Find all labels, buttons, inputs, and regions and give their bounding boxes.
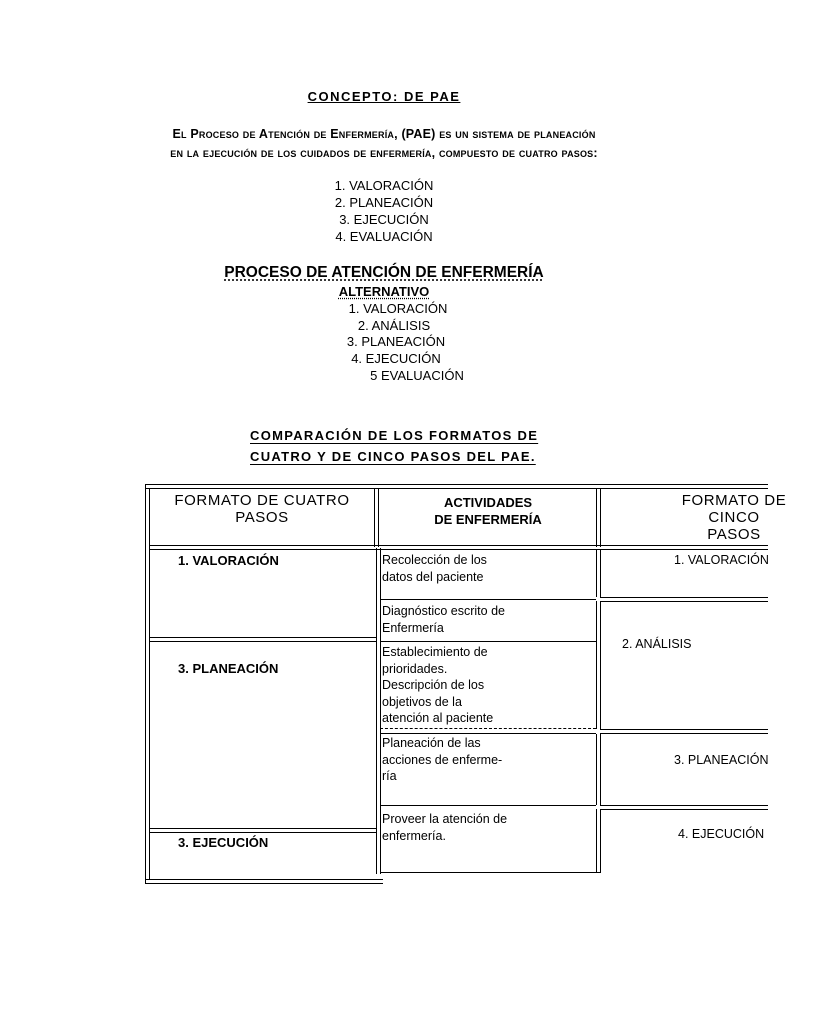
activity-4: Planeación de las acciones de enferme- ría: [382, 736, 503, 783]
left-cell-planeacion: 3. PLANEACIÓN: [178, 661, 279, 676]
five-step-3: 3. PLANEACIÓN: [346, 334, 446, 349]
five-step-5: 5 EVALUACIÓN: [370, 368, 464, 383]
activity-1: Recolección de los datos del paciente: [382, 553, 487, 584]
activity-3: Establecimiento de prioridades. Descripción de los objetivos de la atención al paciente: [382, 645, 494, 725]
five-step-4: 4. EJECUCIÓN: [351, 351, 441, 366]
five-step-2: 2. ANÁLISIS: [357, 318, 431, 333]
intro-line-1: El Proceso de Atención de Enfermería, (PAE) es un sistema de planeación: [172, 127, 596, 141]
four-step-4: 4. EVALUACIÓN: [335, 229, 433, 244]
right-cell-ejecucion: 4. EJECUCIÓN: [678, 827, 765, 841]
activity-5: Proveer la atención de enfermería.: [382, 812, 508, 843]
left-cell-ejecucion: 3. EJECUCIÓN: [178, 835, 269, 850]
five-step-1: 1. VALORACIÓN: [348, 301, 448, 316]
right-cell-analisis: 2. ANÁLISIS: [622, 637, 692, 651]
comparison-title: COMPARACIÓN DE LOS FORMATOS DE CUATRO Y DE CINCO PASOS DEL PAE.: [250, 428, 539, 464]
four-step-3: 3. EJECUCIÓN: [339, 212, 429, 227]
four-step-1: 1. VALORACIÓN: [334, 178, 434, 193]
left-cell-valoracion: 1. VALORACIÓN: [178, 553, 279, 568]
intro-line-2: en la ejecución de los cuidados de enfermería, compuesto de cuatro pasos:: [170, 146, 598, 160]
four-step-2: 2. PLANEACIÓN: [334, 195, 434, 210]
alt-process-title: PROCESO DE ATENCIÓN DE ENFERMERÍA: [224, 264, 544, 281]
header-five-steps: FORMATO DE CINCO PASOS: [681, 492, 787, 543]
right-cell-valoracion: 1. VALORACIÓN: [674, 553, 769, 567]
right-cell-planeacion: 3. PLANEACIÓN: [674, 753, 769, 767]
activity-2: Diagnóstico escrito de Enfermería: [382, 604, 505, 635]
page-title: CONCEPTO: DE PAE: [307, 89, 461, 104]
alt-process-subtitle: ALTERNATIVO: [338, 284, 430, 299]
header-activities: ACTIVIDADES DE ENFERMERÍA: [434, 495, 542, 527]
header-four-steps: FORMATO DE CUATRO PASOS: [174, 492, 350, 526]
